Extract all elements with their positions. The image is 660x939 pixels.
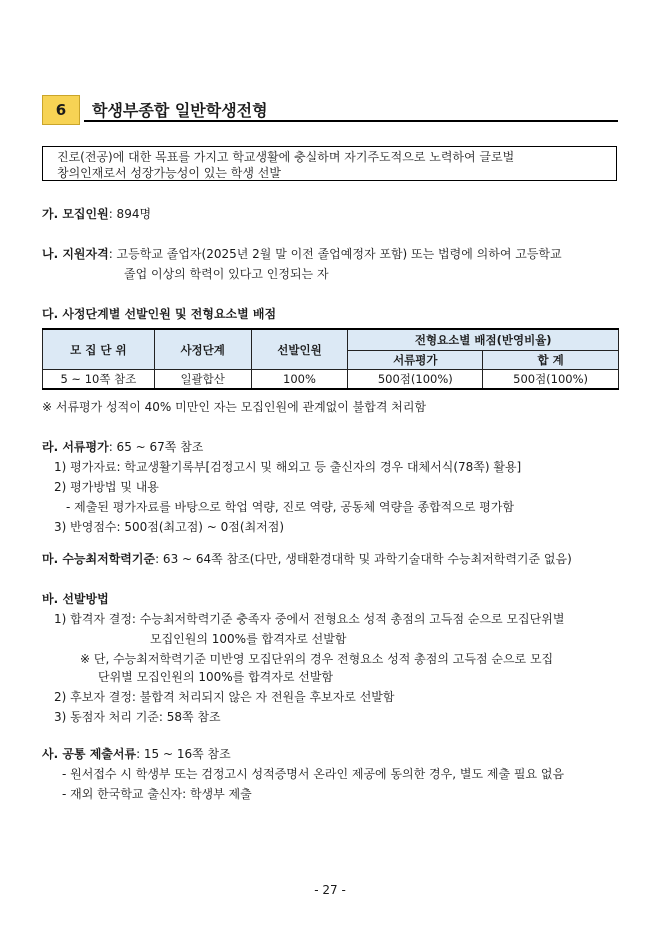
ba-label: 바. 선발방법 xyxy=(42,592,109,606)
header-doc: 서류평가 xyxy=(348,351,483,370)
section-na xyxy=(42,245,562,263)
sa-item-1: - 원서접수 시 학생부 또는 검정고시 성적증명서 온라인 제공에 동의한 경우, 별도 제출 필요 없음 xyxy=(62,767,565,781)
na-line-2: 졸업 이상의 학력이 있다고 인정되는 자 xyxy=(124,267,329,281)
sa-ref: : 15 ~ 16쪽 참조 xyxy=(136,747,231,761)
ra-label: 라. 서류평가 xyxy=(42,440,109,454)
intro-line-1: 진로(전공)에 대한 목표를 가지고 학교생활에 충실하며 자기주도적으로 노력하여 글로벌 xyxy=(57,150,515,164)
na-line-1: : 고등학교 졸업자(2025년 2월 말 이전 졸업예정자 포함) 또는 법령에 의하여 고등학교 xyxy=(108,247,562,261)
section-sa xyxy=(42,745,231,763)
ga-label: 가. 모집인원 xyxy=(42,207,109,221)
cell-stage: 일괄합산 xyxy=(154,370,251,390)
ba-line-3: ※ 단, 수능최저학력기준 미반영 모집단위의 경우 전형요소 성적 총점의 고득점 순으로 모집 xyxy=(80,652,554,666)
intro-line-2: 창의인재로서 성장가능성이 있는 학생 선발 xyxy=(57,166,281,180)
header-total: 합 계 xyxy=(483,351,619,370)
ra-ref: : 65 ~ 67쪽 참조 xyxy=(108,440,204,454)
cell-selection: 100% xyxy=(251,370,348,390)
na-label: 나. 지원자격 xyxy=(42,247,109,261)
da-note: ※ 서류평가 성적이 40% 미만인 자는 모집인원에 관계없이 불합격 처리함 xyxy=(42,400,427,414)
ba-line-5: 2) 후보자 결정: 불합격 처리되지 않은 자 전원을 후보자로 선발함 xyxy=(54,690,395,704)
section-ma xyxy=(42,550,572,568)
da-label: 다. 사정단계별 선발인원 및 전형요소별 배점 xyxy=(42,307,277,321)
header-stage: 사정단계 xyxy=(154,329,251,370)
intro-box xyxy=(42,146,617,181)
table-row xyxy=(43,370,619,390)
score-table xyxy=(42,328,619,390)
section-number-badge: 6 xyxy=(42,95,80,125)
cell-total: 500점(100%) xyxy=(483,370,619,390)
title-underline xyxy=(84,120,618,122)
ba-line-1: 1) 합격자 결정: 수능최저학력기준 충족자 중에서 전형요소 성적 총점의 고득점 순으로 모집단위별 xyxy=(54,612,565,626)
page-number: - 27 - xyxy=(314,883,346,897)
ga-value: : 894명 xyxy=(108,207,152,221)
section-title: 학생부종합 일반학생전형 xyxy=(92,101,268,120)
ma-value: : 63 ~ 64쪽 참조(다만, 생태환경대학 및 과학기술대학 수능최저학력기준 없음) xyxy=(155,552,572,566)
cell-unit: 5 ~ 10쪽 참조 xyxy=(43,370,155,390)
ra-item-4: 3) 반영점수: 500점(최고점) ~ 0점(최저점) xyxy=(54,520,285,534)
ba-line-2: 모집인원의 100%를 합격자로 선발함 xyxy=(150,632,347,646)
cell-doc: 500점(100%) xyxy=(348,370,483,390)
header-unit: 모 집 단 위 xyxy=(43,329,155,370)
section-ga xyxy=(42,205,151,223)
ba-line-6: 3) 동점자 처리 기준: 58쪽 참조 xyxy=(54,710,221,724)
ba-line-4: 단위별 모집인원의 100%를 합격자로 선발함 xyxy=(98,670,334,684)
ma-label: 마. 수능최저학력기준 xyxy=(42,552,156,566)
ra-item-2: 2) 평가방법 및 내용 xyxy=(54,480,159,494)
section-ra xyxy=(42,438,203,456)
sa-item-2: - 재외 한국학교 출신자: 학생부 제출 xyxy=(62,787,252,801)
header-selection: 선발인원 xyxy=(251,329,348,370)
ra-item-1: 1) 평가자료: 학교생활기록부[검정고시 및 해외고 등 출신자의 경우 대체서식(78쪽) 활용] xyxy=(54,460,522,474)
ra-item-3: - 제출된 평가자료를 바탕으로 학업 역량, 진로 역량, 공동체 역량을 종합적으로 평가함 xyxy=(66,500,515,514)
header-group: 전형요소별 배점(반영비율) xyxy=(348,329,619,351)
sa-label: 사. 공통 제출서류 xyxy=(42,747,137,761)
